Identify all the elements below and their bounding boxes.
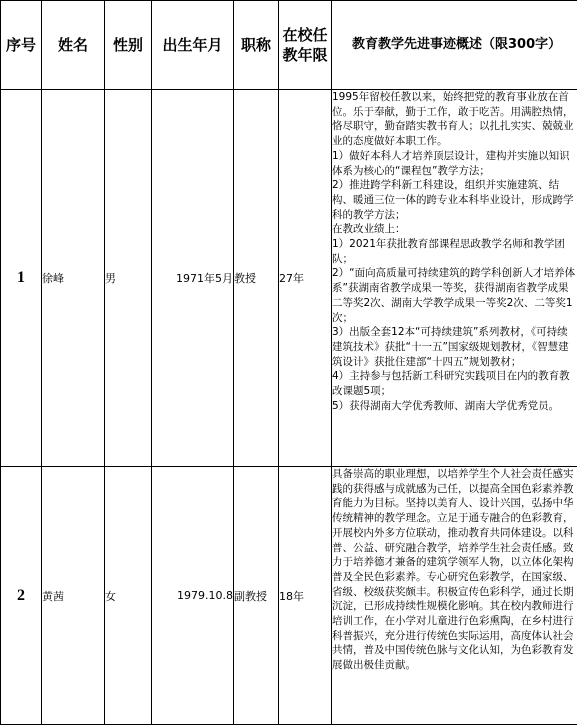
row-index: 1 xyxy=(1,90,42,467)
row-years: 18年 xyxy=(279,467,332,725)
row-description: 1995年留校任教以来，始终把党的教育事业放在首位。乐于奉献，勤于工作，敢于吃苦。用满腔热情，恪尽职守，勤奋踏实教书育人；以扎扎实实、兢兢业业的态度做好本职工作。 1）做好本科人才培养顶层设计，建构并实施以知识体系为核心的“课程包”教学方法； 2）推进跨学科新工科建设，组织并实施建筑、结构、暖通三位一体的跨专业本科毕业设计，形成跨学科的教学方法； 在教改业绩上： 1）2021年获批教育部课程思政教学名师和教学团队； 2）“面向高质量可持续建筑的跨学科创新人才培养体系”获湖南省教学成果一等奖，获得湖南省教学成果二等奖2次、湖南大学教学成果一等奖2次、二等奖1次； 3）出版全套12本“可持续建筑”系列教材，《可持续建筑技术》获批“十一五”国家级规划教材，《智慧建筑设计》获批住建部“十四五”规划教材； 4）主持参与包括新工科研究实践项目在内的教育教改课题5项； 5）获得湖南大学优秀教师、湖南大学优秀党员。 xyxy=(332,90,577,413)
header-title: 职称 xyxy=(234,1,279,90)
row-name: 徐峰 xyxy=(42,90,105,467)
row-title: 副教授 xyxy=(234,467,279,725)
row-description-cell xyxy=(332,467,577,725)
header-description: 教育教学先进事迹概述（限300字） xyxy=(332,1,577,90)
header-years: 在校任教年限 xyxy=(279,1,332,90)
header-index: 序号 xyxy=(1,1,42,90)
table-row xyxy=(1,90,577,467)
row-description-cell xyxy=(332,90,577,467)
row-index: 2 xyxy=(1,467,42,725)
row-gender: 女 xyxy=(105,467,152,725)
header-row xyxy=(1,1,577,90)
row-name: 黄茜 xyxy=(42,467,105,725)
row-years: 27年 xyxy=(279,90,332,467)
header-gender: 性别 xyxy=(105,1,152,90)
row-gender: 男 xyxy=(105,90,152,467)
header-birth: 出生年月 xyxy=(152,1,234,90)
row-title: 教授 xyxy=(234,90,279,467)
table-row xyxy=(1,467,577,725)
row-birth: 1979.10.8 xyxy=(152,467,234,725)
row-birth: 1971年5月 xyxy=(152,90,234,467)
header-name: 姓名 xyxy=(42,1,105,90)
row-description: 具备崇高的职业理想，以培养学生个人社会责任感实践的获得感与成就感为己任，以提高全国色彩素养教育能力为目标。坚持以美育人、设计兴国，弘扬中华传统精神的教学理念。立足于通专融合的色彩教育，开展校内外多方位联动，推动教育共同体建设。以科普、公益、研究融合教学，培养学生社会责任感。致力于培养德才兼备的建筑学领军人物，以立体化架构普及全民色彩素养。专心研究色彩教学，在国家级、省级、校级获奖颇丰。积极宣传色彩科学，通过长期沉淀，已形成持续性规模化影响。其在校内教师进行培训工作，在小学对儿童进行色彩熏陶，在乡村进行科普振兴，充分进行传统色实际运用，高度体认社会共情，普及中国传统色脉与文化认知，为色彩教育发展做出极佳贡献。 xyxy=(332,467,577,673)
